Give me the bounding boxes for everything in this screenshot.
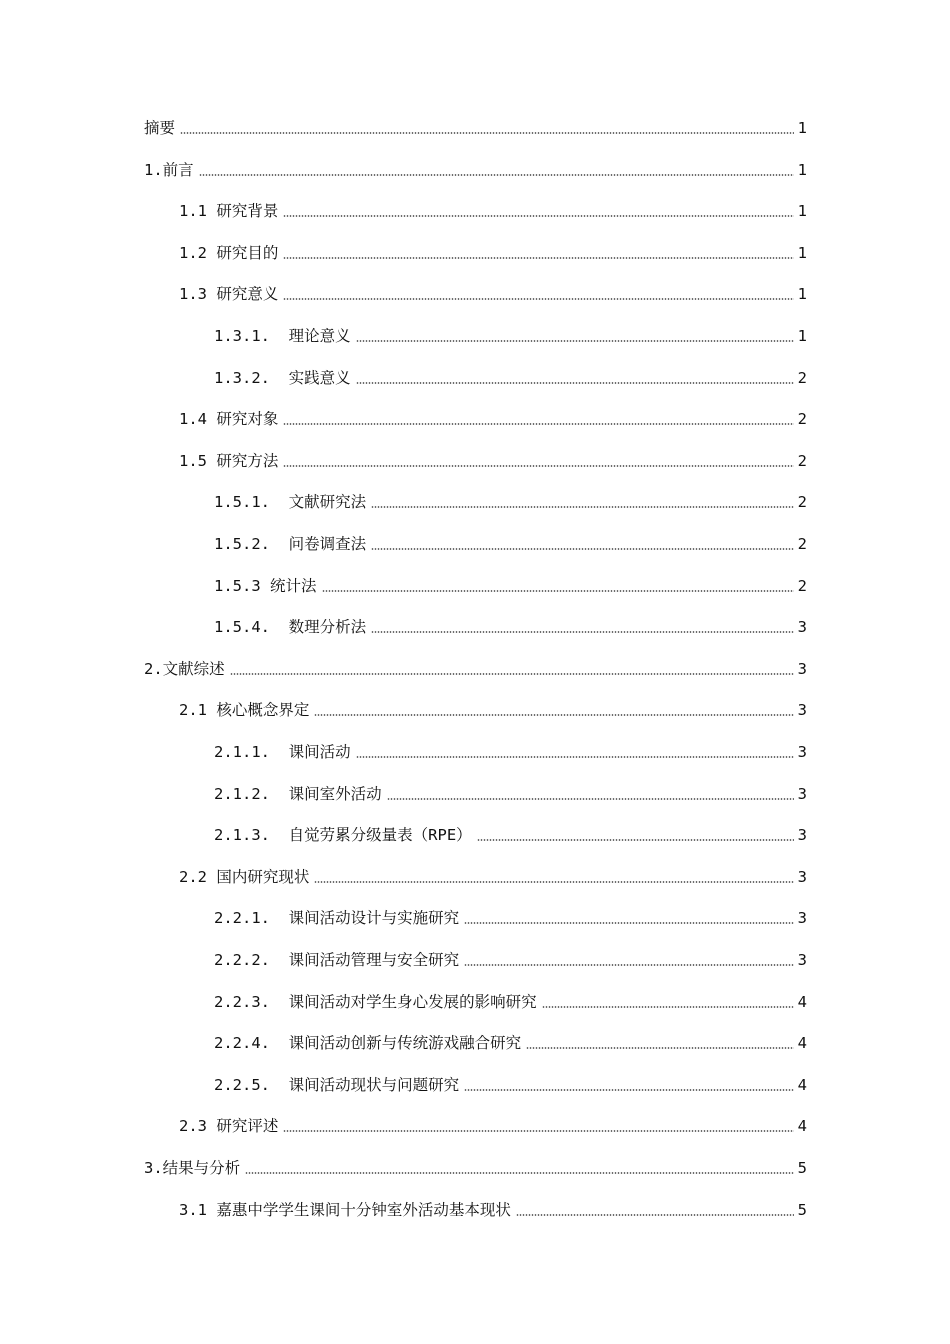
toc-entry-title: 1.3.2. 实践意义 [214,368,351,387]
toc-page-number: 3 [797,659,807,678]
toc-page-number: 2 [797,535,807,553]
toc-entry[interactable] [179,1108,807,1136]
toc-entry-title: 3.1 嘉惠中学学生课间十分钟室外活动基本现状 [179,1200,511,1219]
toc-dot-leader [371,506,794,508]
toc-entry-title: 1.5.3 统计法 [214,576,317,595]
toc-entry[interactable] [179,692,807,720]
toc-dot-leader [526,1047,794,1049]
toc-entry[interactable] [214,1067,807,1095]
toc-page-number: 1 [797,285,807,304]
toc-page-number: 2 [797,576,807,595]
toc-entry-title: 1.3 研究意义 [179,285,279,304]
toc-page-number: 4 [797,992,807,1011]
toc-page-number: 2 [797,493,807,512]
toc-entry-title: 1.3.1. 理论意义 [214,327,351,345]
toc-dot-leader [516,1214,794,1216]
toc-entry-title: 1.前言 [144,160,194,179]
toc-entry[interactable] [214,360,807,388]
toc-dot-leader [356,756,794,758]
toc-dot-leader [322,590,795,592]
toc-entry-title: 2.3 研究评述 [179,1117,279,1136]
toc-entry[interactable] [179,443,807,471]
toc-entry[interactable] [214,734,807,762]
toc-page-number: 1 [797,202,807,221]
toc-entry[interactable] [214,318,807,346]
toc-entry-title: 1.5 研究方法 [179,451,279,470]
toc-entry[interactable] [179,859,807,887]
toc-dot-leader [283,215,794,217]
toc-page-number: 4 [797,1117,807,1136]
toc-dot-leader [464,964,794,966]
toc-dot-leader [283,257,794,259]
toc-entry[interactable] [179,401,807,429]
toc-page-number: 3 [797,618,807,637]
toc-entry-title: 2.2.5. 课间活动现状与问题研究 [214,1075,460,1094]
toc-dot-leader [356,340,794,342]
toc-entry[interactable] [144,110,807,138]
toc-entry[interactable] [144,152,807,180]
toc-dot-leader [245,1172,794,1174]
toc-entry[interactable] [214,484,807,512]
toc-page-number: 4 [797,1034,807,1053]
toc-entry-title: 2.1.2. 课间室外活动 [214,784,382,803]
toc-entry[interactable] [179,193,807,221]
toc-dot-leader [371,631,794,633]
toc-entry-title: 2.1.1. 课间活动 [214,743,351,761]
toc-dot-leader [180,132,794,134]
toc-entry[interactable] [144,1150,807,1178]
toc-entry-title: 2.2 国内研究现状 [179,867,310,886]
toc-dot-leader [314,714,794,716]
toc-dot-leader [230,673,794,675]
toc-dot-leader [542,1006,794,1008]
toc-page-number: 2 [797,368,807,387]
toc-dot-leader [283,1130,794,1132]
toc-page-number: 1 [797,327,807,345]
toc-entry-title: 2.2.1. 课间活动设计与实施研究 [214,909,460,928]
toc-dot-leader [464,1089,794,1091]
toc-entry-title: 1.4 研究对象 [179,410,279,429]
toc-entry-title: 1.5.2. 问卷调查法 [214,535,367,553]
toc-dot-leader [356,382,794,384]
toc-dot-leader [283,423,794,425]
toc-entry[interactable] [214,984,807,1012]
toc-entry[interactable] [179,276,807,304]
toc-dot-leader [387,798,794,800]
toc-page-number: 3 [797,909,807,928]
toc-dot-leader [199,174,794,176]
toc-dot-leader [477,839,794,841]
toc-entry[interactable] [214,1025,807,1053]
toc-entry-title: 2.2.4. 课间活动创新与传统游戏融合研究 [214,1034,522,1053]
toc-entry[interactable] [214,568,807,596]
toc-dot-leader [371,548,794,550]
toc-dot-leader [283,465,794,467]
toc-entry[interactable] [214,900,807,928]
toc-entry-title: 2.1 核心概念界定 [179,701,310,720]
toc-dot-leader [283,298,794,300]
toc-entry[interactable] [179,235,807,263]
toc-page-number: 2 [797,451,807,470]
toc-page-number: 3 [797,867,807,886]
toc-entry[interactable] [179,1192,807,1220]
toc-entry-title: 2.1.3. 自觉劳累分级量表（RPE） [214,826,472,845]
toc-entry-title: 1.5.4. 数理分析法 [214,618,367,637]
toc-entry-title: 2.2.2. 课间活动管理与安全研究 [214,951,460,969]
toc-entry[interactable] [144,651,807,679]
toc-page-number: 3 [797,701,807,720]
toc-entry-title: 1.1 研究背景 [179,202,279,221]
toc-entry[interactable] [214,776,807,804]
toc-entry-title: 2.2.3. 课间活动对学生身心发展的影响研究 [214,992,537,1011]
toc-entry[interactable] [214,817,807,845]
toc-entry-title: 摘要 [144,119,176,137]
toc-entry[interactable] [214,942,807,970]
toc-dot-leader [314,881,794,883]
toc-entry[interactable] [214,526,807,554]
toc-entry-title: 1.2 研究目的 [179,243,279,262]
toc-page-number: 2 [797,410,807,429]
toc-entry[interactable] [214,609,807,637]
toc-page-number: 4 [797,1075,807,1094]
toc-page-number: 3 [797,951,807,969]
toc-dot-leader [464,922,794,924]
toc-page-number: 3 [797,826,807,845]
toc-page-number: 3 [797,784,807,803]
toc-page-number: 3 [797,743,807,761]
toc-page-number: 1 [797,243,807,262]
toc-entry-title: 2.文献综述 [144,659,225,678]
toc-entry-title: 1.5.1. 文献研究法 [214,493,367,512]
toc-page-number: 1 [797,160,807,179]
toc-page-number: 5 [797,1159,807,1177]
toc-page-number: 5 [797,1200,807,1219]
toc-entry-title: 3.结果与分析 [144,1159,241,1177]
toc-page-number: 1 [797,119,807,137]
